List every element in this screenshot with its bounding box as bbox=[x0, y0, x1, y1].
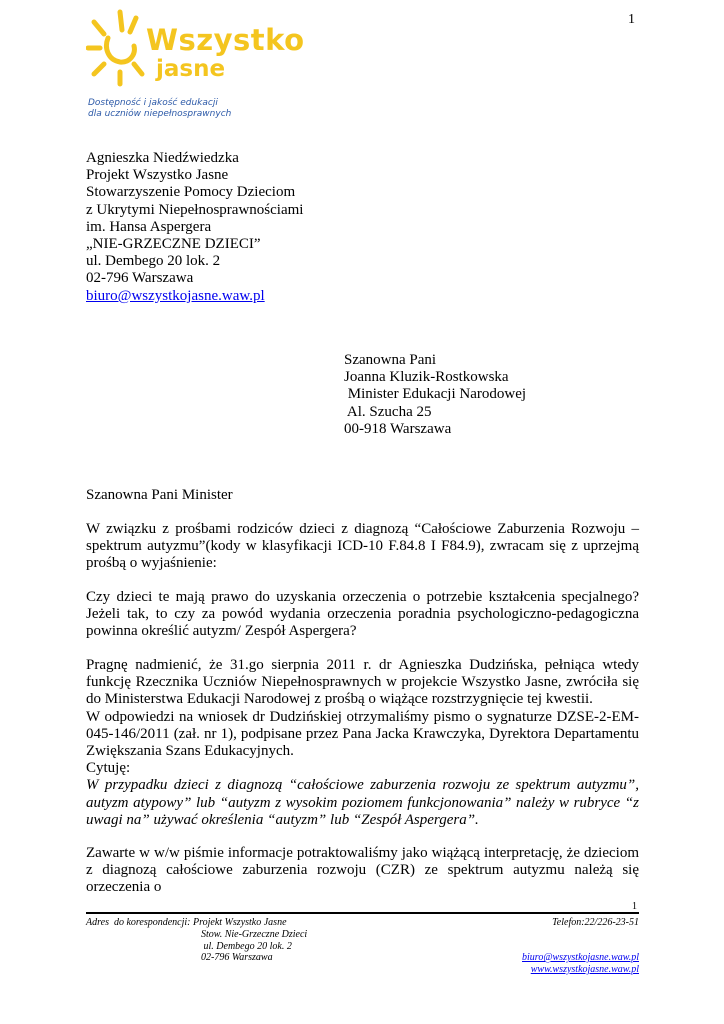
paragraph bbox=[86, 657, 639, 829]
footer-phone: Telefon:22/226-23-51 bbox=[552, 917, 639, 928]
quoted-text: W przypadku dzieci z diagnozą “całościowe zaburzenia rozwoju ze spektrum autyzmu”, autyzm atypowy” lub “autyzm z wysokim poziomem funkcjonowania” należy w rubryce “z uwagi na” używać określenia “autyzm” lub “Zespół Aspergera”. bbox=[86, 777, 639, 828]
body-text: W związku z prośbami rodziców dzieci z diagnozą “Całościowe Zaburzenia Rozwoju – spektrum autyzmu”(kody w klasyfikacji ICD-10 F.84.8 I F84.9), zwracam się z uprzejmą prośbą o wyjaśnienie: bbox=[86, 521, 639, 572]
footer-website-link[interactable]: www.wszystkojasne.waw.pl bbox=[530, 963, 639, 975]
footer-email-link[interactable]: biuro@wszystkojasne.waw.pl bbox=[522, 952, 639, 964]
sender-line: 02-796 Warszawa bbox=[86, 270, 194, 287]
footer-address bbox=[201, 929, 307, 964]
footer-address-label: Adres do korespondencji: Projekt Wszystko Jasne bbox=[86, 917, 287, 928]
footer-divider bbox=[86, 912, 639, 914]
recipient-line: Minister Edukacji Narodowej bbox=[344, 386, 527, 403]
body-text: W odpowiedzi na wniosek dr Dudzińskiej otrzymaliśmy pismo o sygnaturze DZSE-2-EM-045-146/2011 (zał. nr 1), podpisane przez Pana Jacka Krawczyka, Dyrektora Departamentu Zwiększania Szans Edukacyjnych. bbox=[86, 708, 639, 760]
footer-address-line: ul. Dembego 20 lok. 2 bbox=[201, 940, 292, 952]
recipient-line: Szanowna Pani bbox=[344, 352, 437, 368]
sender-line: Agnieszka Niedźwiedzka bbox=[86, 150, 239, 166]
logo-tagline: Dostępność i jakość edukacji bbox=[88, 98, 218, 108]
logo-tagline: dla uczniów niepełnosprawnych bbox=[88, 109, 232, 119]
footer-contact bbox=[522, 917, 639, 976]
sender-line: Projekt Wszystko Jasne bbox=[86, 167, 229, 184]
body-text: Czy dzieci te mają prawo do uzyskania orzeczenia o potrzebie kształcenia specjalnego? Jeżeli tak, to czy za powód wydania orzeczenia poradnia psychologiczno-pedagogiczna powinna określić autyzm/ Zespół Aspergera? bbox=[86, 589, 639, 640]
body-text: Zawarte w w/w piśmie informacje potraktowaliśmy jako wiążącą interpretację, że dzieciom z diagnozą całościowe zaburzenia rozwoju (CZR) ze spektrum autyzmu należą się orzeczenia o bbox=[86, 845, 639, 896]
greeting: Szanowna Pani Minister bbox=[86, 487, 233, 503]
sender-email-link[interactable]: biuro@wszystkojasne.waw.pl bbox=[86, 287, 265, 304]
sender-address bbox=[86, 150, 303, 305]
sender-line: „NIE-GRZECZNE DZIECI” bbox=[86, 236, 261, 253]
sender-line: Stowarzyszenie Pomocy Dzieciom bbox=[86, 184, 296, 201]
sender-line: im. Hansa Aspergera bbox=[86, 218, 212, 235]
recipient-line: 00-918 Warszawa bbox=[344, 420, 452, 437]
paragraph bbox=[86, 521, 639, 573]
sender-line: ul. Dembego 20 lok. 2 bbox=[86, 253, 221, 270]
body-text: Cytuję: bbox=[86, 760, 131, 777]
logo-word-wszystko: Wszystko bbox=[146, 23, 305, 57]
sun-icon bbox=[86, 8, 150, 88]
body-text: Pragnę nadmienić, że 31.go sierpnia 2011 r. dr Agnieszka Dudzińska, pełniąca wtedy funkcję Rzecznika Uczniów Niepełnosprawnych w projekcie Wszystko Jasne, zwróciła się do Ministerstwa Edukacji Narodowej z prośbą o wiążące rozstrzygnięcie tej kwestii. bbox=[86, 657, 639, 708]
wszystko-jasne-logo bbox=[86, 8, 305, 119]
recipient-line: Al. Szucha 25 bbox=[344, 403, 432, 420]
paragraph bbox=[86, 589, 639, 641]
footer-page-mark: 1 bbox=[632, 901, 637, 912]
logo-word-jasne: jasne bbox=[156, 56, 226, 82]
footer-address-line: Stow. Nie-Grzeczne Dzieci bbox=[201, 929, 308, 940]
paragraph bbox=[86, 845, 639, 897]
recipient-address bbox=[344, 352, 526, 438]
page-number: 1 bbox=[628, 12, 635, 27]
recipient-line: Joanna Kluzik-Rostkowska bbox=[344, 369, 509, 386]
footer-address-line: 02-796 Warszawa bbox=[201, 952, 273, 964]
sender-line: z Ukrytymi Niepełnosprawnościami bbox=[86, 201, 304, 218]
